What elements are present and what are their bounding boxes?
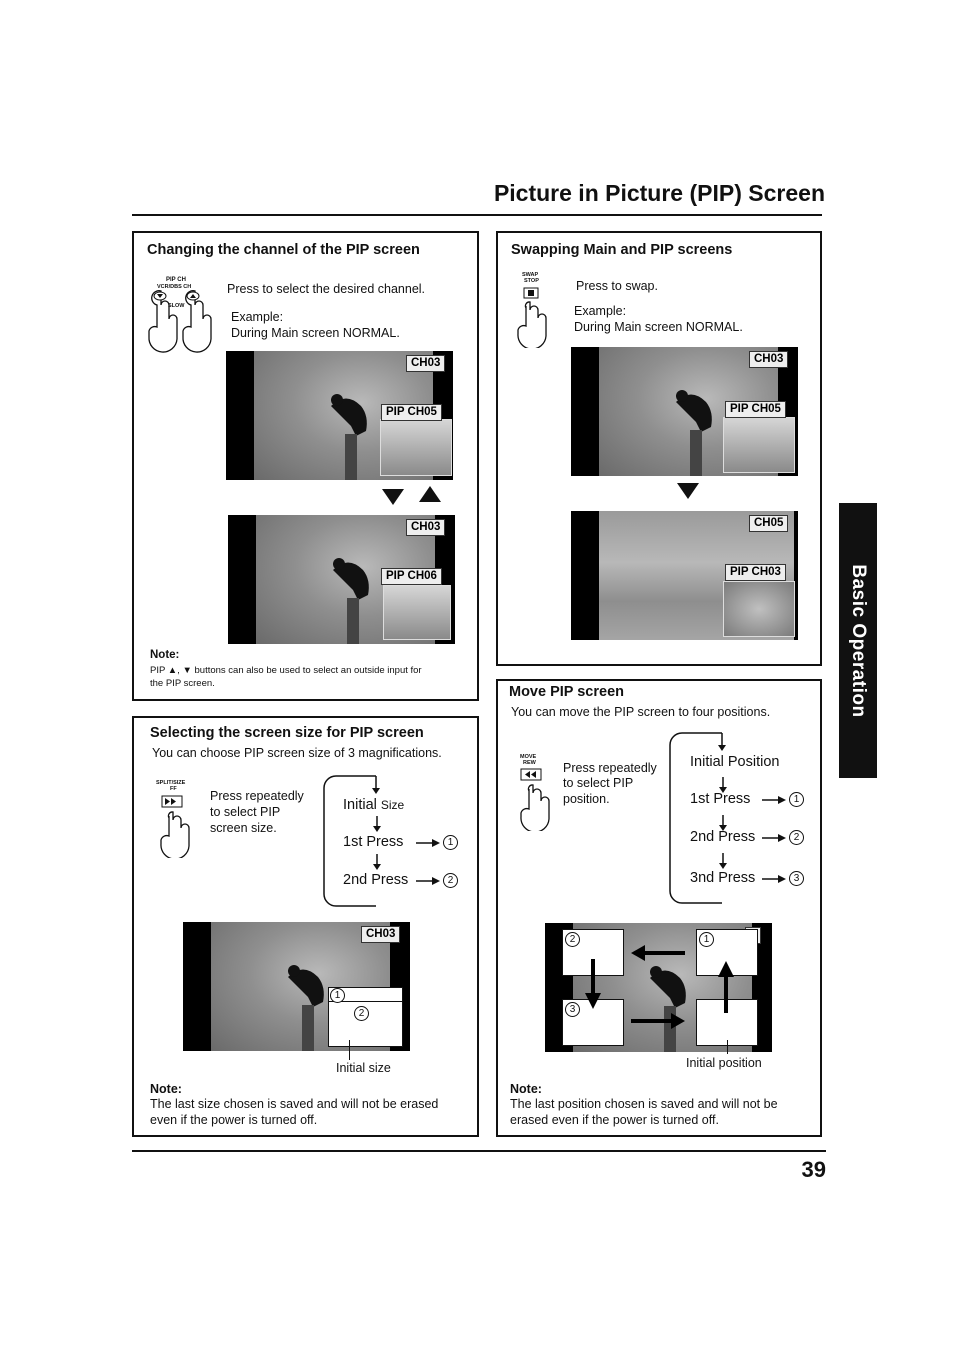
channel-heading: Changing the channel of the PIP screen (147, 242, 420, 258)
side-tab: Basic Operation (839, 503, 877, 778)
remote-hand-icon (515, 763, 560, 831)
channel-screen-1: CH03 PIP CH05 (226, 351, 453, 480)
up-triangle-icon (419, 486, 441, 502)
move-screen: 2 1 3 (545, 923, 772, 1052)
swap-screen-1: CH03 PIP CH05 (571, 347, 798, 476)
move-heading: Move PIP screen (509, 684, 624, 700)
arrow-right-icon (416, 837, 442, 849)
remote-hand-icon (512, 282, 557, 348)
remote-hand-icon (155, 790, 200, 858)
size-heading: Selecting the screen size for PIP screen (150, 725, 424, 741)
bird-image (323, 550, 383, 644)
channel-screen-2: CH03 PIP CH06 (228, 515, 455, 644)
move-arrows (545, 923, 772, 1052)
bird-image (666, 382, 726, 476)
swap-heading: Swapping Main and PIP screens (511, 242, 733, 258)
title-rule (132, 214, 822, 216)
caption-line (349, 1040, 350, 1060)
page-number: 39 (801, 1157, 826, 1182)
arrow-right-icon (762, 873, 788, 885)
caption-line (727, 1040, 728, 1054)
bird-image (321, 386, 381, 480)
size-screen: CH03 1 2 (183, 922, 410, 1051)
move-section (496, 679, 822, 1137)
arrow-right-icon (762, 794, 788, 806)
down-triangle-icon (382, 489, 404, 505)
swap-screen-2: CH05 PIP CH03 (571, 511, 798, 640)
arrow-right-icon (762, 832, 788, 844)
down-triangle-icon (677, 483, 699, 499)
page-title: Picture in Picture (PIP) Screen (493, 180, 825, 206)
footer-rule (132, 1150, 826, 1152)
arrow-right-icon (416, 875, 442, 887)
